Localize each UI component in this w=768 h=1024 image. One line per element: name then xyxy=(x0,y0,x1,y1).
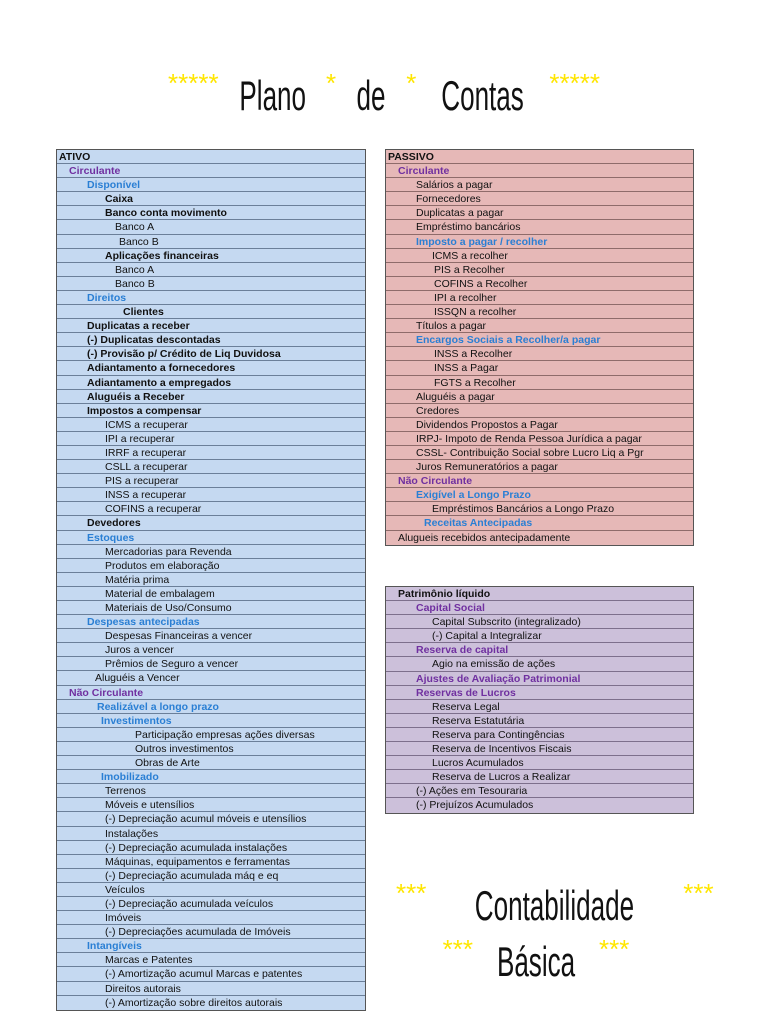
title-word-plano: Plano xyxy=(239,72,306,119)
ativo-account-row: Marcas e Patentes xyxy=(57,953,365,967)
title-word-de: de xyxy=(349,72,393,119)
ativo-account-row: Veículos xyxy=(57,883,365,897)
passivo-account-row: ICMS a recolher xyxy=(386,249,693,263)
passivo-account-row: INSS a Recolher xyxy=(386,347,693,361)
passivo-account-row: Circulante xyxy=(386,164,693,178)
ativo-account-row: Despesas Financeiras a vencer xyxy=(57,629,365,643)
passivo-account-row: INSS a Pagar xyxy=(386,361,693,375)
passivo-account-row: Não Circulante xyxy=(386,474,693,488)
passivo-account-row: Dividendos Propostos a Pagar xyxy=(386,418,693,432)
pl-account-row: Capital Subscrito (integralizado) xyxy=(386,615,693,629)
page-title xyxy=(0,68,768,132)
ativo-account-row: (-) Depreciações acumulada de Imóveis xyxy=(57,925,365,939)
ativo-account-row: Banco conta movimento xyxy=(57,206,365,220)
passivo-account-row: Duplicatas a pagar xyxy=(386,206,693,220)
ativo-account-row: Material de embalagem xyxy=(57,587,365,601)
passivo-account-row: Salários a pagar xyxy=(386,178,693,192)
star-decoration: ***** xyxy=(168,68,219,98)
subtitle-word-basica: Básica xyxy=(496,938,576,985)
ativo-account-row: (-) Depreciação acumul móveis e utensílios xyxy=(57,812,365,826)
pl-account-row: Patrimônio líquido xyxy=(386,587,693,601)
ativo-account-row: INSS a recuperar xyxy=(57,488,365,502)
passivo-account-row: Imposto a pagar / recolher xyxy=(386,235,693,249)
ativo-account-row: Banco B xyxy=(57,277,365,291)
star-decoration: ***** xyxy=(549,68,600,98)
ativo-account-row: (-) Amortização sobre direitos autorais xyxy=(105,996,283,1009)
ativo-account-row: Adiantamento a fornecedores xyxy=(57,361,365,375)
passivo-account-row: CSSL- Contribuição Social sobre Lucro Liq a Pgr xyxy=(386,446,693,460)
ativo-account-row: (-) Depreciação acumulada máq e eq xyxy=(57,869,365,883)
pl-account-row: (-) Ações em Tesouraria xyxy=(386,784,693,798)
ativo-account-row: Máquinas, equipamentos e ferramentas xyxy=(57,855,365,869)
ativo-account-row: Intangíveis xyxy=(57,939,365,953)
ativo-account-row: Impostos a compensar xyxy=(57,404,365,418)
passivo-account-row: Aluguéis a pagar xyxy=(386,390,693,404)
ativo-account-row: (-) Provisão p/ Crédito de Liq Duvidosa xyxy=(57,347,365,361)
ativo-account-row: Imóveis xyxy=(57,911,365,925)
passivo-account-row: Juros Remuneratórios a pagar xyxy=(386,460,693,474)
ativo-account-row: Duplicatas a receber xyxy=(57,319,365,333)
ativo-account-row: CSLL a recuperar xyxy=(57,460,365,474)
ativo-account-row: ICMS a recuperar xyxy=(57,418,365,432)
title-word-contas: Contas xyxy=(441,72,525,119)
ativo-account-row: (-) Depreciação acumulada veículos xyxy=(57,897,365,911)
pl-account-row: Reserva de Lucros a Realizar xyxy=(386,770,693,784)
passivo-account-row: ISSQN a recolher xyxy=(386,305,693,319)
ativo-account-row: Participação empresas ações diversas xyxy=(57,728,365,742)
ativo-account-row: Banco A xyxy=(57,220,365,234)
ativo-account-row: Juros a vencer xyxy=(57,643,365,657)
ativo-account-row: PIS a recuperar xyxy=(57,474,365,488)
pl-account-row: Agio na emissão de ações xyxy=(386,657,693,671)
ativo-account-row: (-) Depreciação acumulada instalações xyxy=(57,841,365,855)
passivo-table xyxy=(385,149,694,546)
ativo-account-row: Circulante xyxy=(57,164,365,178)
star-decoration: *** xyxy=(442,934,473,964)
passivo-account-row: IPI a recolher xyxy=(386,291,693,305)
ativo-account-row: Mercadorias para Revenda xyxy=(57,545,365,559)
ativo-account-row: Realizável a longo prazo xyxy=(57,700,365,714)
subtitle-contabilidade xyxy=(396,878,714,932)
passivo-account-row: PIS a Recolher xyxy=(386,263,693,277)
passivo-account-row: IRPJ- Impoto de Renda Pessoa Jurídica a pagar xyxy=(386,432,693,446)
ativo-account-row: Clientes xyxy=(57,305,365,319)
star-decoration: *** xyxy=(599,934,630,964)
ativo-account-row: Terrenos xyxy=(57,784,365,798)
star-decoration: *** xyxy=(396,878,427,908)
ativo-account-row: IPI a recuperar xyxy=(57,432,365,446)
pl-account-row: Reserva de capital xyxy=(386,643,693,657)
ativo-account-row: Instalações xyxy=(57,827,365,841)
pl-account-row: Reserva para Contingências xyxy=(386,728,693,742)
ativo-account-row: Aluguéis a Vencer xyxy=(57,671,365,685)
passivo-account-row: Alugueis recebidos antecipadamente xyxy=(398,531,571,544)
pl-account-row: Capital Social xyxy=(386,601,693,615)
ativo-account-row: Estoques xyxy=(57,531,365,545)
pl-account-row: Reserva Estatutária xyxy=(386,714,693,728)
ativo-account-row: (-) Duplicatas descontadas xyxy=(57,333,365,347)
ativo-account-row: Despesas antecipadas xyxy=(57,615,365,629)
ativo-account-row: Produtos em elaboração xyxy=(57,559,365,573)
ativo-account-row: Prêmios de Seguro a vencer xyxy=(57,657,365,671)
ativo-account-row: Direitos xyxy=(57,291,365,305)
patrimonio-liquido-table xyxy=(385,586,694,814)
pl-account-row: Lucros Acumulados xyxy=(386,756,693,770)
subtitle-word-contabilidade: Contabilidade xyxy=(475,882,635,929)
ativo-table xyxy=(56,149,366,1011)
ativo-account-row: Aluguéis a Receber xyxy=(57,390,365,404)
ativo-account-row: Devedores xyxy=(57,516,365,530)
ativo-account-row: Materiais de Uso/Consumo xyxy=(57,601,365,615)
pl-account-row: Reserva de Incentivos Fiscais xyxy=(386,742,693,756)
ativo-account-row: ATIVO xyxy=(57,150,365,164)
pl-account-row: (-) Prejuízos Acumulados xyxy=(416,799,534,812)
passivo-account-row: FGTS a Recolher xyxy=(386,376,693,390)
ativo-account-row: Móveis e utensílios xyxy=(57,798,365,812)
passivo-account-row: Exigível a Longo Prazo xyxy=(386,488,693,502)
passivo-account-row: COFINS a Recolher xyxy=(386,277,693,291)
ativo-account-row: Não Circulante xyxy=(57,686,365,700)
passivo-account-row: Receitas Antecipadas xyxy=(386,516,693,530)
ativo-account-row: Matéria prima xyxy=(57,573,365,587)
ativo-account-row: Obras de Arte xyxy=(57,756,365,770)
star-decoration: *** xyxy=(683,878,714,908)
pl-account-row: Reservas de Lucros xyxy=(386,686,693,700)
passivo-account-row: Credores xyxy=(386,404,693,418)
ativo-account-row: Banco A xyxy=(57,263,365,277)
ativo-account-row: Direitos autorais xyxy=(57,982,365,996)
subtitle-basica xyxy=(396,934,676,988)
passivo-account-row: Empréstimos Bancários a Longo Prazo xyxy=(386,502,693,516)
pl-account-row: Reserva Legal xyxy=(386,700,693,714)
pl-account-row: Ajustes de Avaliação Patrimonial xyxy=(386,672,693,686)
star-decoration: * xyxy=(406,68,417,98)
passivo-account-row: Encargos Sociais a Recolher/a pagar xyxy=(386,333,693,347)
ativo-account-row: Outros investimentos xyxy=(57,742,365,756)
ativo-account-row: Investimentos xyxy=(57,714,365,728)
passivo-account-row: Empréstimo bancários xyxy=(386,220,693,234)
passivo-account-row: PASSIVO xyxy=(386,150,693,164)
passivo-account-row: Fornecedores xyxy=(386,192,693,206)
ativo-account-row: COFINS a recuperar xyxy=(57,502,365,516)
ativo-account-row: Disponível xyxy=(57,178,365,192)
ativo-account-row: (-) Amortização acumul Marcas e patentes xyxy=(57,967,365,981)
ativo-account-row: Adiantamento a empregados xyxy=(57,376,365,390)
ativo-account-row: IRRF a recuperar xyxy=(57,446,365,460)
pl-account-row: (-) Capital a Integralizar xyxy=(386,629,693,643)
ativo-account-row: Imobilizado xyxy=(57,770,365,784)
passivo-account-row: Títulos a pagar xyxy=(386,319,693,333)
ativo-account-row: Aplicações financeiras xyxy=(57,249,365,263)
ativo-account-row: Banco B xyxy=(57,235,365,249)
ativo-account-row: Caixa xyxy=(57,192,365,206)
star-decoration: * xyxy=(326,68,337,98)
